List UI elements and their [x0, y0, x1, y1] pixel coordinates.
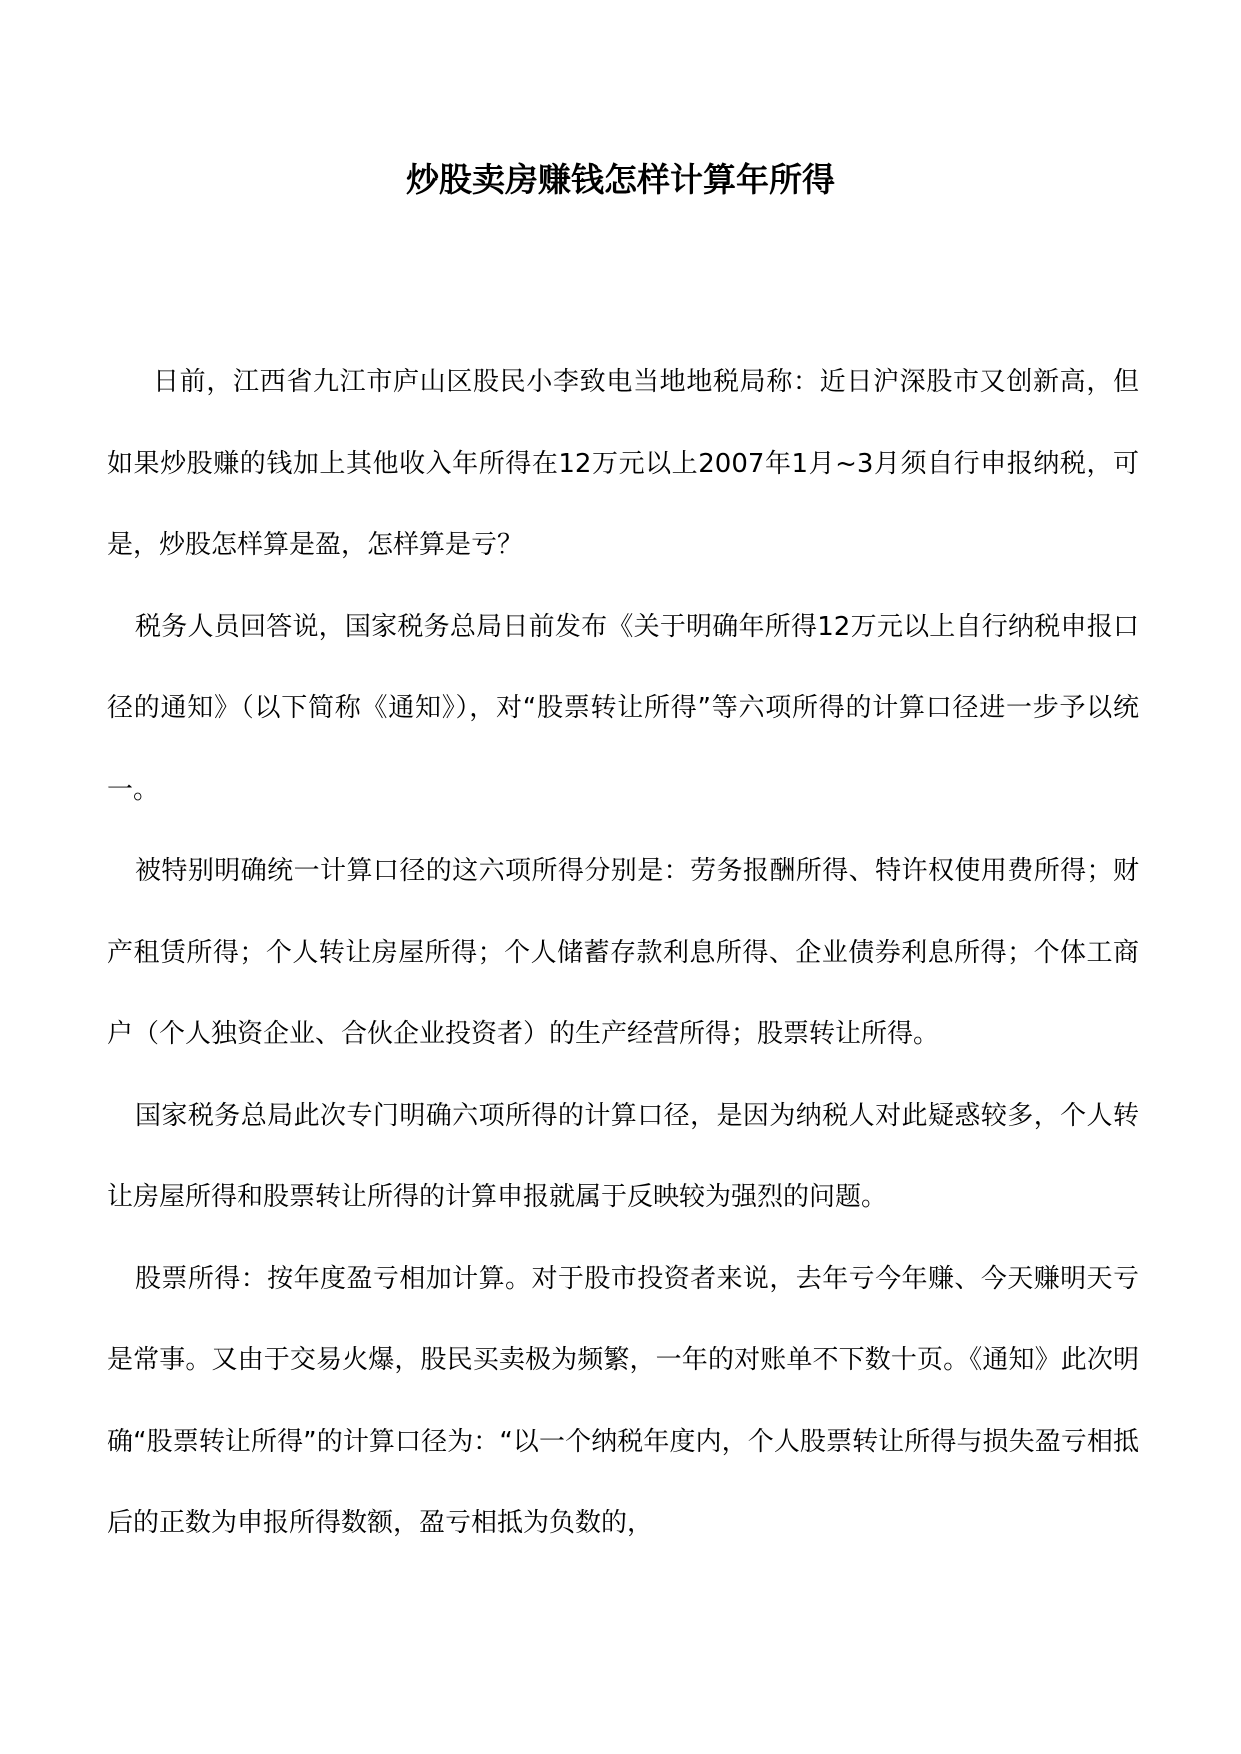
paragraph-4: 国家税务总局此次专门明确六项所得的计算口径，是因为纳税人对此疑惑较多，个人转让房屋所得和股票转让所得的计算申报就属于反映较为强烈的问题。	[107, 1100, 1139, 1212]
paragraph-2: 税务人员回答说，国家税务总局日前发布《关于明确年所得12万元以上自行纳税申报口径的通知》（以下简称《通知》），对“股票转让所得”等六项所得的计算口径进一步予以统一。	[107, 611, 1139, 805]
document-title: 炒股卖房赚钱怎样计算年所得	[406, 160, 835, 199]
paragraph-3: 被特别明确统一计算口径的这六项所得分别是：劳务报酬所得、特许权使用费所得；财产租赁所得；个人转让房屋所得；个人储蓄存款利息所得、企业债券利息所得；个体工商户（个人独资企业、合伙企业投资者）的生产经营所得；股票转让所得。	[107, 856, 1139, 1049]
paragraph-5: 股票所得：按年度盈亏相加计算。对于股市投资者来说，去年亏今年赚、今天赚明天亏是常事。又由于交易火爆，股民买卖极为频繁，一年的对账单不下数十页。《通知》此次明确“股票转让所得”的计算口径为：“以一个纳税年度内，个人股票转让所得与损失盈亏相抵后的正数为申报所得数额，盈亏相抵为负数的，	[107, 1263, 1139, 1538]
document-body	[107, 342, 1139, 1565]
paragraph-1: 日前，江西省九江市庐山区股民小李致电当地地税局称：近日沪深股市又创新高，但如果炒股赚的钱加上其他收入年所得在12万元以上2007年1月~3月须自行申报纳税，可是，炒股怎样算是盈，怎样算是亏？	[107, 367, 1139, 560]
